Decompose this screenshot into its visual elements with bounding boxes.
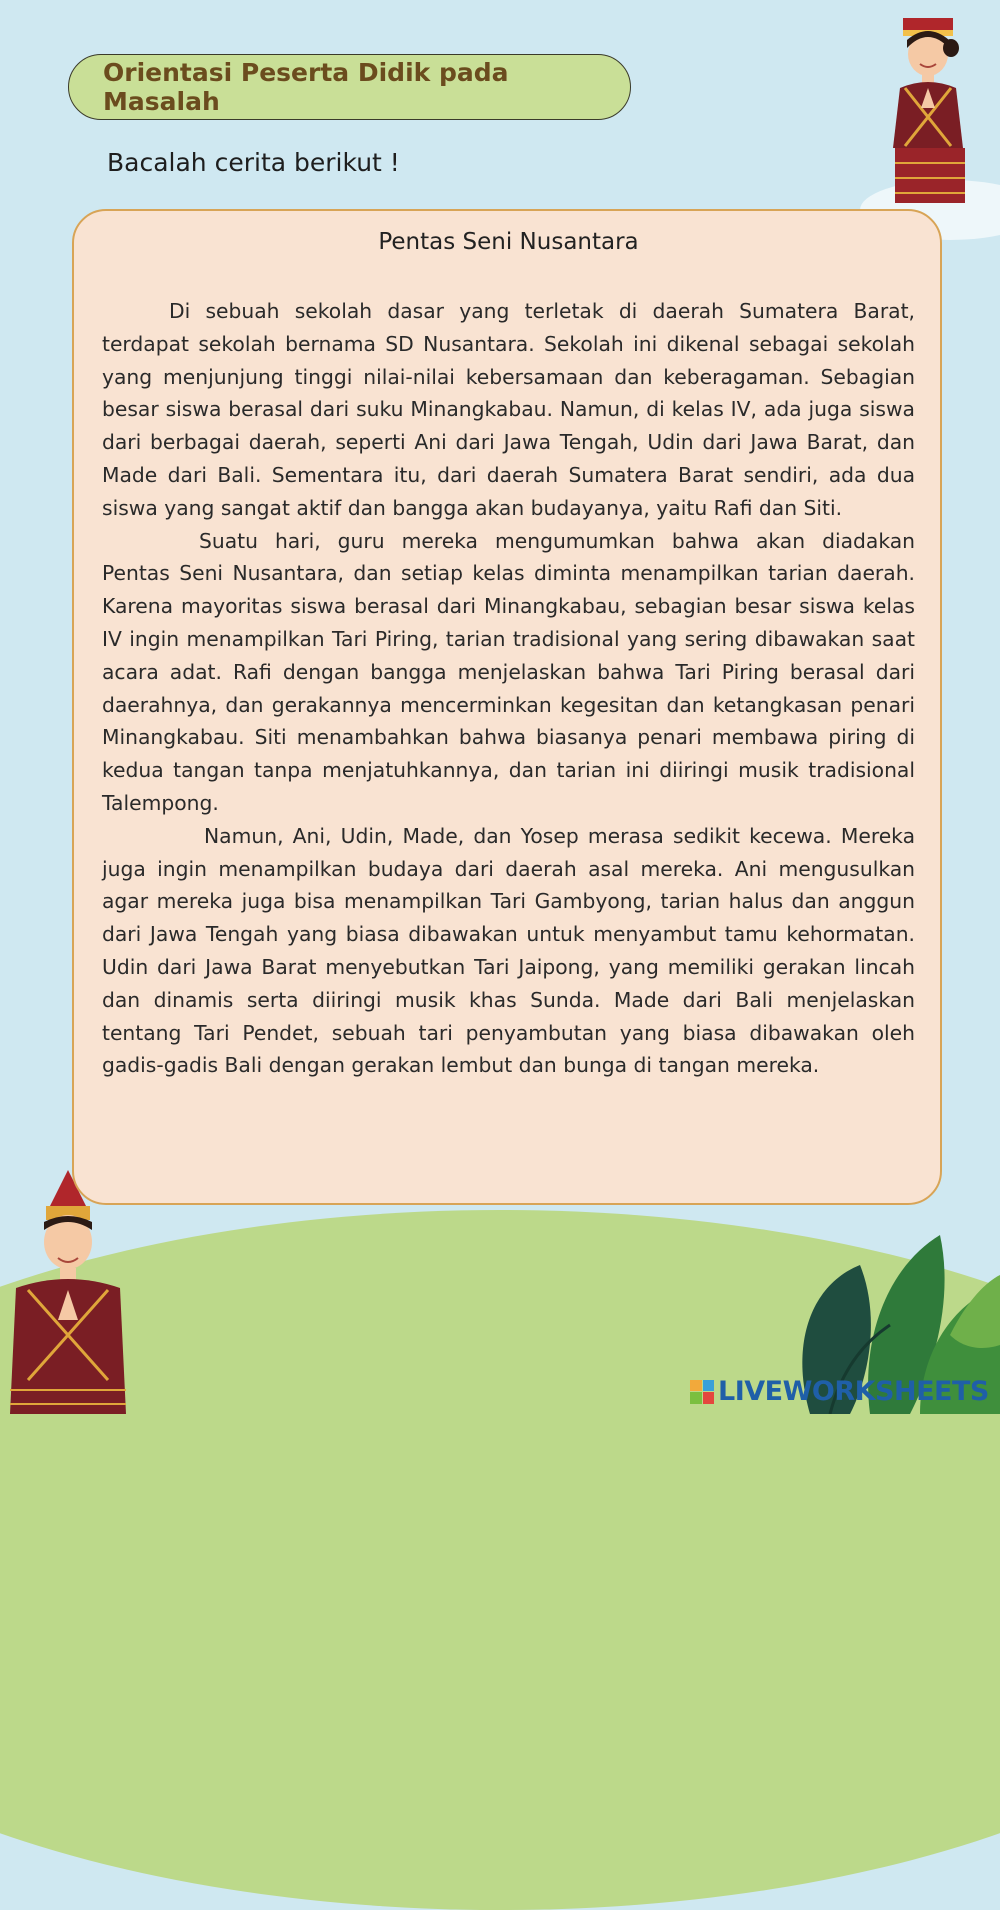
story-paragraph-2: Suatu hari, guru mereka mengumumkan bahwa akan diadakan Pentas Seni Nusantara, dan setiap kelas diminta menampilkan tarian daerah. Karena mayoritas siswa berasal dari Minangkabau, sebagian besar siswa kelas IV ingin menampilkan Tari Piring, tarian tradisional yang sering dibawakan saat acara adat. Rafi dengan bangga menjelaskan bahwa Tari Piring berasal dari daerahnya, dan gerakannya mencerminkan kegesitan dan ketangkasan penari Minangkabau. Siti menambahkan bahwa biasanya penari membawa piring di kedua tangan tanpa menjatuhkannya, dan tarian ini diiringi musik tradisional Talempong. — [102, 528, 915, 815]
instruction-text: Bacalah cerita berikut ! — [107, 148, 400, 177]
woman-traditional-dress-illustration — [885, 18, 975, 213]
story-paragraph-3: Namun, Ani, Udin, Made, dan Yosep merasa sedikit kecewa. Mereka juga ingin menampilkan budaya dari daerah asal mereka. Ani mengusulkan agar mereka juga bisa menampilkan Tari Gambyong, tarian halus dan anggun dari Jawa Tengah yang biasa dibawakan untuk menyambut tamu kehormatan. Udin dari Jawa Barat menyebutkan Tari Jaipong, yang memiliki gerakan lincah dan dinamis serta diiringi musik khas Sunda. Made dari Bali menjelaskan tentang Tari Pendet, sebuah tari penyambutan yang biasa dibawakan oleh gadis-gadis Bali dengan gerakan lembut dan bunga di tangan mereka. — [102, 823, 915, 1078]
section-header — [68, 54, 631, 120]
story-title: Pentas Seni Nusantara — [378, 229, 639, 255]
watermark-text: LIVEWORKSHEETS — [718, 1376, 989, 1407]
story-paragraph-1: Di sebuah sekolah dasar yang terletak di daerah Sumatera Barat, terdapat sekolah bernama SD Nusantara. Sekolah ini dikenal sebagai sekolah yang menjunjung tinggi nilai-nilai kebersamaan dan keberagaman. Sebagian besar siswa berasal dari suku Minangkabau. Namun, di kelas IV, ada juga siswa dari berbagai daerah, seperti Ani dari Jawa Tengah, Udin dari Jawa Barat, dan Made dari Bali. Sementara itu, dari daerah Sumatera Barat sendiri, ada dua siswa yang sangat aktif dan bangga akan budayanya, yaitu Rafi dan Siti. — [102, 299, 915, 520]
section-header-title: Orientasi Peserta Didik pada Masalah — [103, 58, 509, 116]
liveworksheets-logo-icon — [690, 1380, 714, 1404]
story-box — [72, 209, 942, 1205]
man-traditional-dress-illustration — [8, 1170, 128, 1414]
liveworksheets-watermark — [690, 1376, 989, 1407]
